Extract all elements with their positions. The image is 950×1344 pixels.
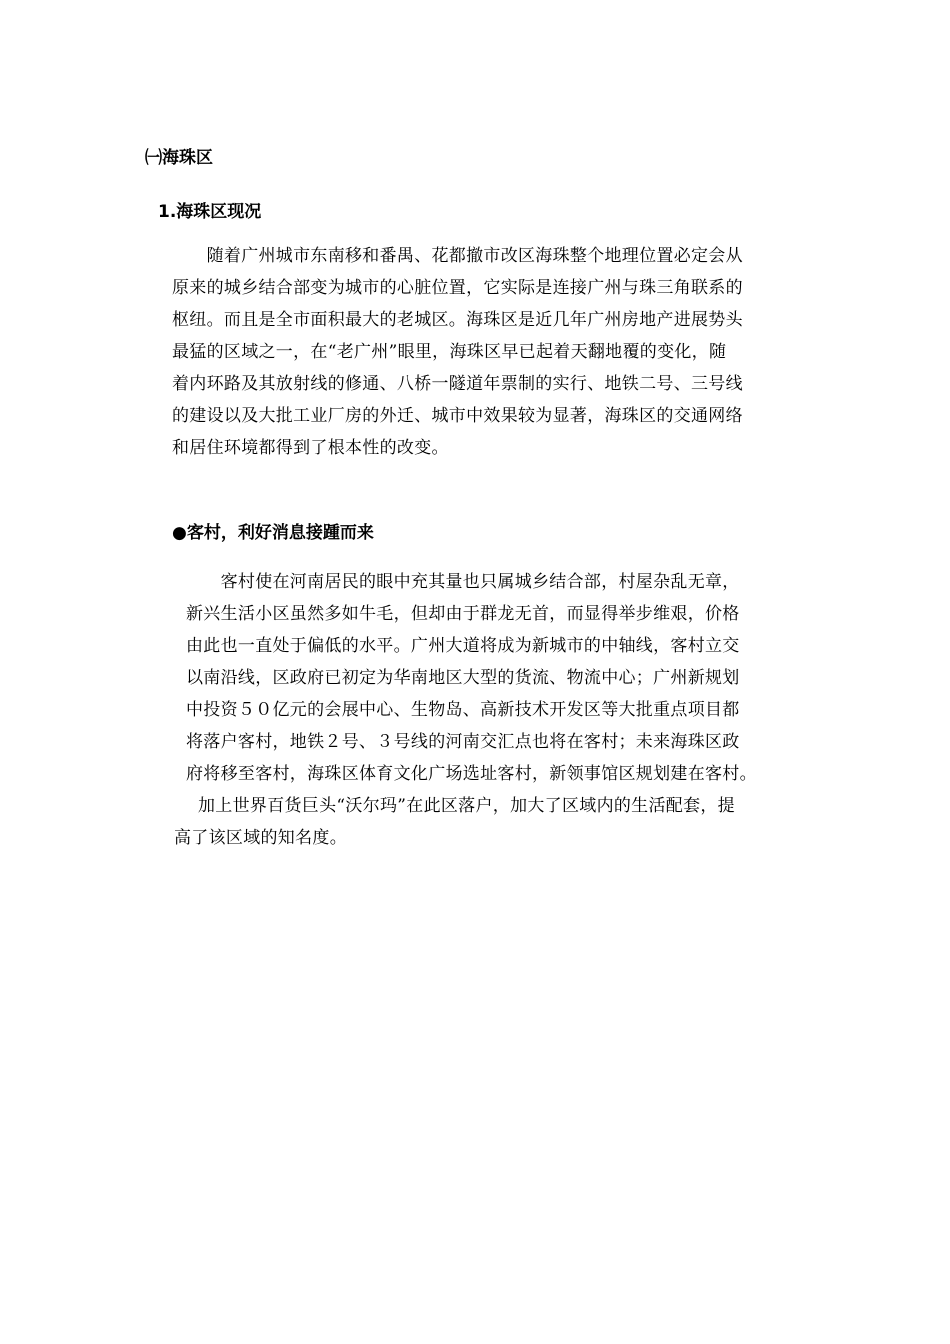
paragraph-line: 中投资５０亿元的会展中心、生物岛、高新技术开发区等大批重点项目都 <box>186 700 740 720</box>
paragraph-line: 着内环路及其放射线的修通、八桥一隧道年票制的实行、地铁二号、三号线 <box>172 374 743 394</box>
paragraph-line: 由此也一直处于偏低的水平。广州大道将成为新城市的中轴线，客村立交 <box>186 636 740 656</box>
paragraph-line: 原来的城乡结合部变为城市的心脏位置，它实际是连接广州与珠三角联系的 <box>172 278 743 298</box>
paragraph-line: 枢纽。而且是全市面积最大的老城区。海珠区是近几年广州房地产进展势头 <box>172 310 743 330</box>
paragraph-line: 新兴生活小区虽然多如牛毛，但却由于群龙无首，而显得举步维艰，价格 <box>186 604 740 624</box>
paragraph-line: 最猛的区域之一，在“老广州”眼里，海珠区早已起着天翻地覆的变化，随 <box>172 342 727 362</box>
paragraph-line: 府将移至客村，海珠区体育文化广场选址客村，新领事馆区规划建在客村。 <box>186 764 757 784</box>
paragraph-line: 加上世界百货巨头“沃尔玛”在此区落户，加大了区域内的生活配套，提 <box>198 796 735 816</box>
paragraph-line: 随着广州城市东南移和番禺、花都撤市改区海珠整个地理位置必定会从 <box>172 246 743 266</box>
paragraph-line: 以南沿线，区政府已初定为华南地区大型的货流、物流中心；广州新规划 <box>186 668 740 688</box>
bullet-heading: ●客村，利好消息接踵而来 <box>172 523 374 543</box>
paragraph-kecun <box>174 566 757 854</box>
section-title: ㈠海珠区 <box>145 148 213 168</box>
paragraph-line: 高了该区域的知名度。 <box>174 828 347 848</box>
subsection-title: 1.海珠区现况 <box>158 202 262 222</box>
paragraph-line: 客村使在河南居民的眼中充其量也只属城乡结合部，村屋杂乱无章， <box>186 572 740 592</box>
paragraph-line: 将落户客村，地铁２号、３号线的河南交汇点也将在客村；未来海珠区政 <box>186 732 740 752</box>
paragraph-current-status <box>172 240 743 464</box>
paragraph-line: 的建设以及大批工业厂房的外迁、城市中效果较为显著，海珠区的交通网络 <box>172 406 743 426</box>
paragraph-line: 和居住环境都得到了根本性的改变。 <box>172 438 449 458</box>
